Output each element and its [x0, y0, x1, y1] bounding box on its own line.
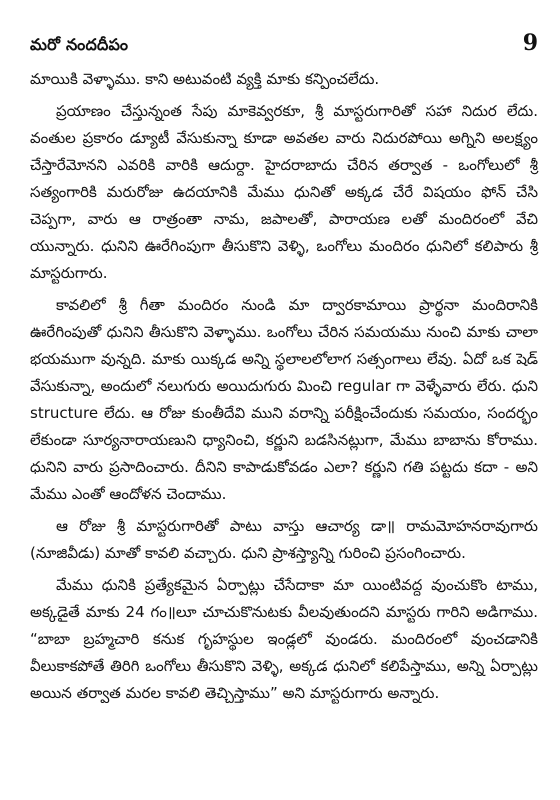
paragraph-4: ఆ రోజు శ్రీ మాస్టరుగారితో పాటు వాస్తు ఆచార్య డా॥ రామమోహనరావుగారు (నూజివీడు) మాతో కావలి వచ్చారు. ధుని ప్రాశస్త్యాన్ని గురించి ప్రసంగించారు.	[30, 517, 538, 562]
paragraph-1: మాయికి వెళ్ళాము. కాని అటువంటి వ్యక్తి మాకు కన్పించలేదు.	[30, 70, 380, 88]
running-title: మరో నందదీపం	[30, 35, 129, 54]
paragraph-5: మేము ధునికి ప్రత్యేకమైన ఏర్పాట్లు చేసేదాకా మా యింటివద్ద వుంచుకొం టాము, అక్కడైతే మాకు 24 గం॥లూ చూచుకొనుటకు వీలవుతుందని మాస్టరు గారిని అడిగాము. “బాబా బ్రహ్మచారి కనుక గృహస్థుల ఇండ్లలో వుండరు. మందిరంలో వుంచడానికి వీలుకాకపోతే తిరిగి ఒంగోలు తీసుకొని వెళ్ళి, అక్కడ ధునిలో కలిపేస్తాము, అన్ని ఏర్పాట్లు అయిన తర్వాత మరల కావలి తెచ్చిస్తాము” అని మాస్టరుగారు అన్నారు.	[30, 576, 538, 702]
page-header	[30, 30, 538, 62]
paragraph-2: ప్రయాణం చేస్తున్నంత సేపు మాకెవ్వరకూ, శ్రీ మాస్టరుగారితో సహా నిదుర లేదు. వంతుల ప్రకారం డ్యూటీ వేసుకున్నా కూడా అవతల వారు నిదురపోయి అగ్నిని అలక్ష్యం చేస్తారేమోనని ఎవరికి వారికి ఆదుర్దా. హైదరాబాదు చేరిన తర్వాత - ఒంగోలులో శ్రీ సత్యంగారికి మరురోజు ఉదయానికి మేము ధునితో అక్కడ చేరే విషయం ఫోన్ చేసి చెప్పగా, వారు ఆ రాత్రంతా నామ, జపాలతో, పారాయణ లతో మందిరంలో వేచి యున్నారు. ధునిని ఊరేగింపుగా తీసుకొని వెళ్ళి, ఒంగోలు మందిరం ధునిలో కలిపారు శ్రీ మాస్టరుగారు.	[30, 102, 538, 282]
body-text	[30, 66, 538, 707]
paragraph-3: కావలిలో శ్రీ గీతా మందిరం నుండి మా ద్వారకామాయి ప్రార్థనా మందిరానికి ఊరేగింపుతో ధునిని తీసుకొని వెళ్ళాము. ఒంగోలు చేరిన సమయము నుంచి మాకు చాలా భయముగా వున్నది. మాకు యిక్కడ అన్ని స్థలాలలోలాగ సత్సంగాలు లేవు. ఏదో ఒక షెడ్ వేసుకున్నా, అందులో నలుగురు అయిదుగురు మించి regular గా వెళ్ళేవారు లేరు. ధుని structure లేదు. ఆ రోజు కుంతీదేవి ముని వరాన్ని పరీక్షించేందుకు సమయం, సందర్భం లేకుండా సూర్యనారాయణుని ధ్యానించి, కర్ణుని బడసినట్లుగా, మేము బాబాను కోరాము. ధునిని వారు ప్రసాదించారు. దీనిని కాపాడుకోవడం ఎలా? కర్ణుని గతి పట్టదు కదా - అని మేము ఎంతో ఆందోళన చెందాము.	[30, 296, 538, 503]
page-number: 9	[522, 30, 538, 56]
